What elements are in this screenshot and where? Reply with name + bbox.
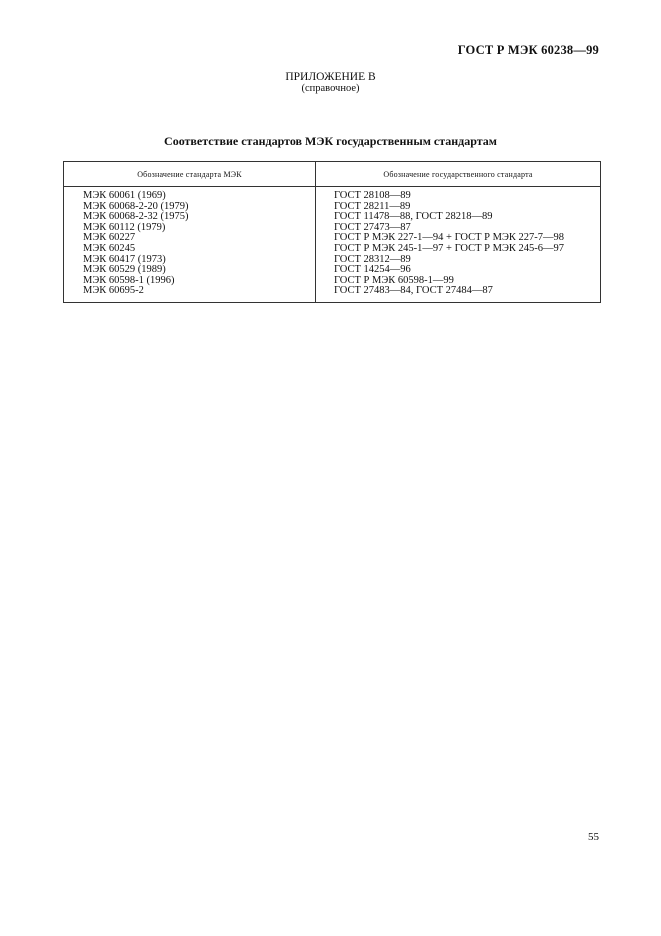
correspondence-table [63,161,601,303]
state-standard-item: ГОСТ 27473—87 [334,221,411,233]
appendix-label: ПРИЛОЖЕНИЕ В [285,71,376,83]
state-standards-cell [316,187,601,303]
page-number: 55 [588,831,599,843]
iec-standard-item: МЭК 60245 [83,242,136,254]
table-row [64,187,601,303]
iec-standards-cell [64,187,316,303]
iec-standard-item: МЭК 60061 (1969) [83,190,166,201]
iec-standard-item: МЭК 60417 (1973) [83,253,166,265]
document-title: Соответствие стандартов МЭК государственным стандартам [164,134,497,148]
state-standard-item: ГОСТ 28108—89 [334,190,411,201]
column-header-iec: Обозначение стандарта МЭК [64,162,316,187]
iec-standard-item: МЭК 60068-2-32 (1975) [83,211,189,223]
state-standard-item: ГОСТ Р МЭК 245-1—97 + ГОСТ Р МЭК 245-6—97 [334,242,565,254]
appendix-note: (справочное) [301,83,360,94]
column-header-state: Обозначение государственного стандарта [316,162,601,187]
state-standard-item: ГОСТ 27483—84, ГОСТ 27484—87 [334,285,493,297]
iec-standard-item: МЭК 60068-2-20 (1979) [83,200,189,212]
state-standard-item: ГОСТ Р МЭК 227-1—94 + ГОСТ Р МЭК 227-7—98 [334,232,565,244]
iec-standard-item: МЭК 60695-2 [83,285,144,297]
state-standard-item: ГОСТ 28312—89 [334,253,411,265]
iec-standard-item: МЭК 60227 [83,232,136,244]
iec-standard-item: МЭК 60598-1 (1996) [83,274,175,286]
table-header-row [64,162,601,187]
iec-standard-item: МЭК 60529 (1989) [83,264,166,276]
standard-code: ГОСТ Р МЭК 60238—99 [457,43,599,57]
iec-standard-item: МЭК 60112 (1979) [83,221,166,233]
state-standard-item: ГОСТ Р МЭК 60598-1—99 [334,274,454,286]
state-standard-item: ГОСТ 28211—89 [334,200,411,212]
state-standard-item: ГОСТ 11478—88, ГОСТ 28218—89 [334,211,493,223]
state-standard-item: ГОСТ 14254—96 [334,264,411,276]
appendix-heading [0,71,661,95]
